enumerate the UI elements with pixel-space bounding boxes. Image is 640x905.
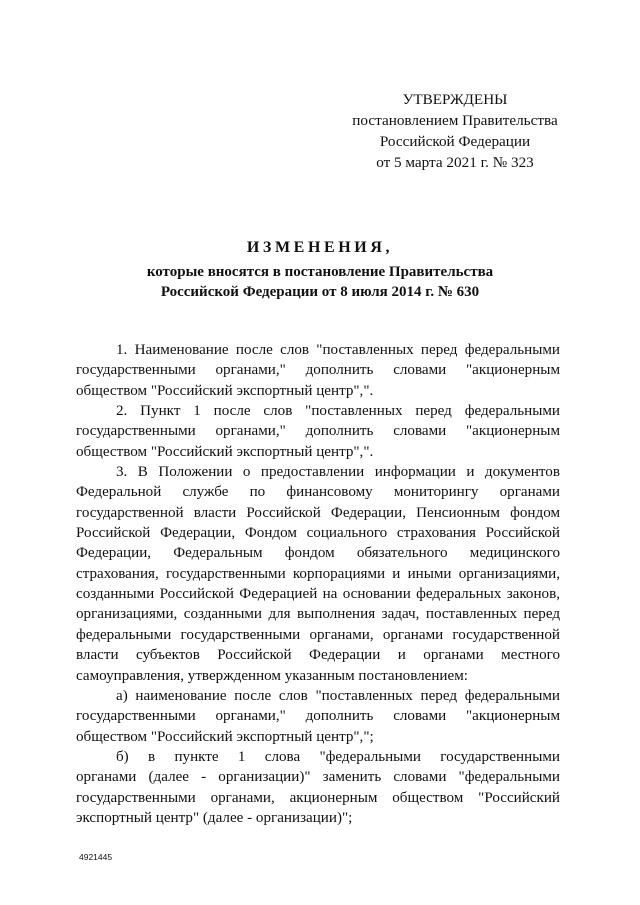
approval-date-number: от 5 марта 2021 г. № 323 [376,154,534,171]
text-line: экспортный центр" (далее - организации)"; [76,809,353,826]
document-code: 4921445 [79,852,113,862]
text-line: б) в пункте 1 слова "федеральными государственными [116,748,560,765]
document-subtitle [0,262,640,302]
approval-line: постановлением Правительства [352,112,558,129]
text-line: обществом "Российский экспортный центр",". [76,443,374,460]
text-line: страхования, государственными корпорациями и иными организациями, [76,565,560,582]
text-line: обществом "Российский экспортный центр","; [76,728,374,745]
text-line: власти субъектов Российской Федерации и органами местного [76,647,560,664]
document-title: ИЗМЕНЕНИЯ, [246,239,394,256]
text-line: самоуправления, утвержденном указанным постановлением: [76,667,468,684]
text-line: 1. Наименование после слов "поставленных перед федеральными [116,342,560,358]
paragraph-item-1 [76,340,560,401]
text-line: государственной власти Российской Федерации, Пенсионным фондом [76,504,560,521]
subparagraph-a [76,686,560,747]
subtitle-line: которые вносятся в постановление Правительства [146,264,494,280]
paragraph-item-2 [76,401,560,462]
text-line: Федерации, Федеральным фондом обязательного медицинского [76,545,560,562]
text-line: государственными органами," дополнить словами "акционерным [76,423,560,440]
text-line: федеральными государственными органами, органами государственной [76,626,560,643]
text-line: государственными органами," дополнить словами "акционерным [76,362,560,379]
text-line: 3. В Положении о предоставлении информации и документов [116,464,560,481]
paragraph-item-3 [76,462,560,686]
text-line: обществом "Российский экспортный центр",". [76,382,374,399]
text-line: Федеральной службе по финансовому мониторингу органами [76,484,560,501]
text-line: 2. Пункт 1 после слов "поставленных перед федеральными [116,403,560,420]
text-line: органами (далее - организации)" заменить словами "федеральными [76,769,560,786]
approval-stamp [330,89,580,173]
text-line: созданными Российской Федерацией на основании федеральных законов, [76,586,560,603]
subtitle-line: Российской Федерации от 8 июля 2014 г. № 630 [160,284,480,300]
text-line: а) наименование после слов "поставленных перед федеральными [116,687,560,704]
approval-line: Российской Федерации [379,133,531,150]
text-line: организациями, созданными для выполнения задач, поставленных перед [76,606,560,623]
subparagraph-b [76,747,560,828]
text-line: государственными органами, акционерным обществом "Российский [76,789,560,806]
document-body [76,340,560,828]
text-line: Российской Федерации, Фондом социального страхования Российской [76,525,560,542]
text-line: государственными органами," дополнить словами "акционерным [76,708,560,725]
approval-heading: УТВЕРЖДЕНЫ [402,91,508,108]
